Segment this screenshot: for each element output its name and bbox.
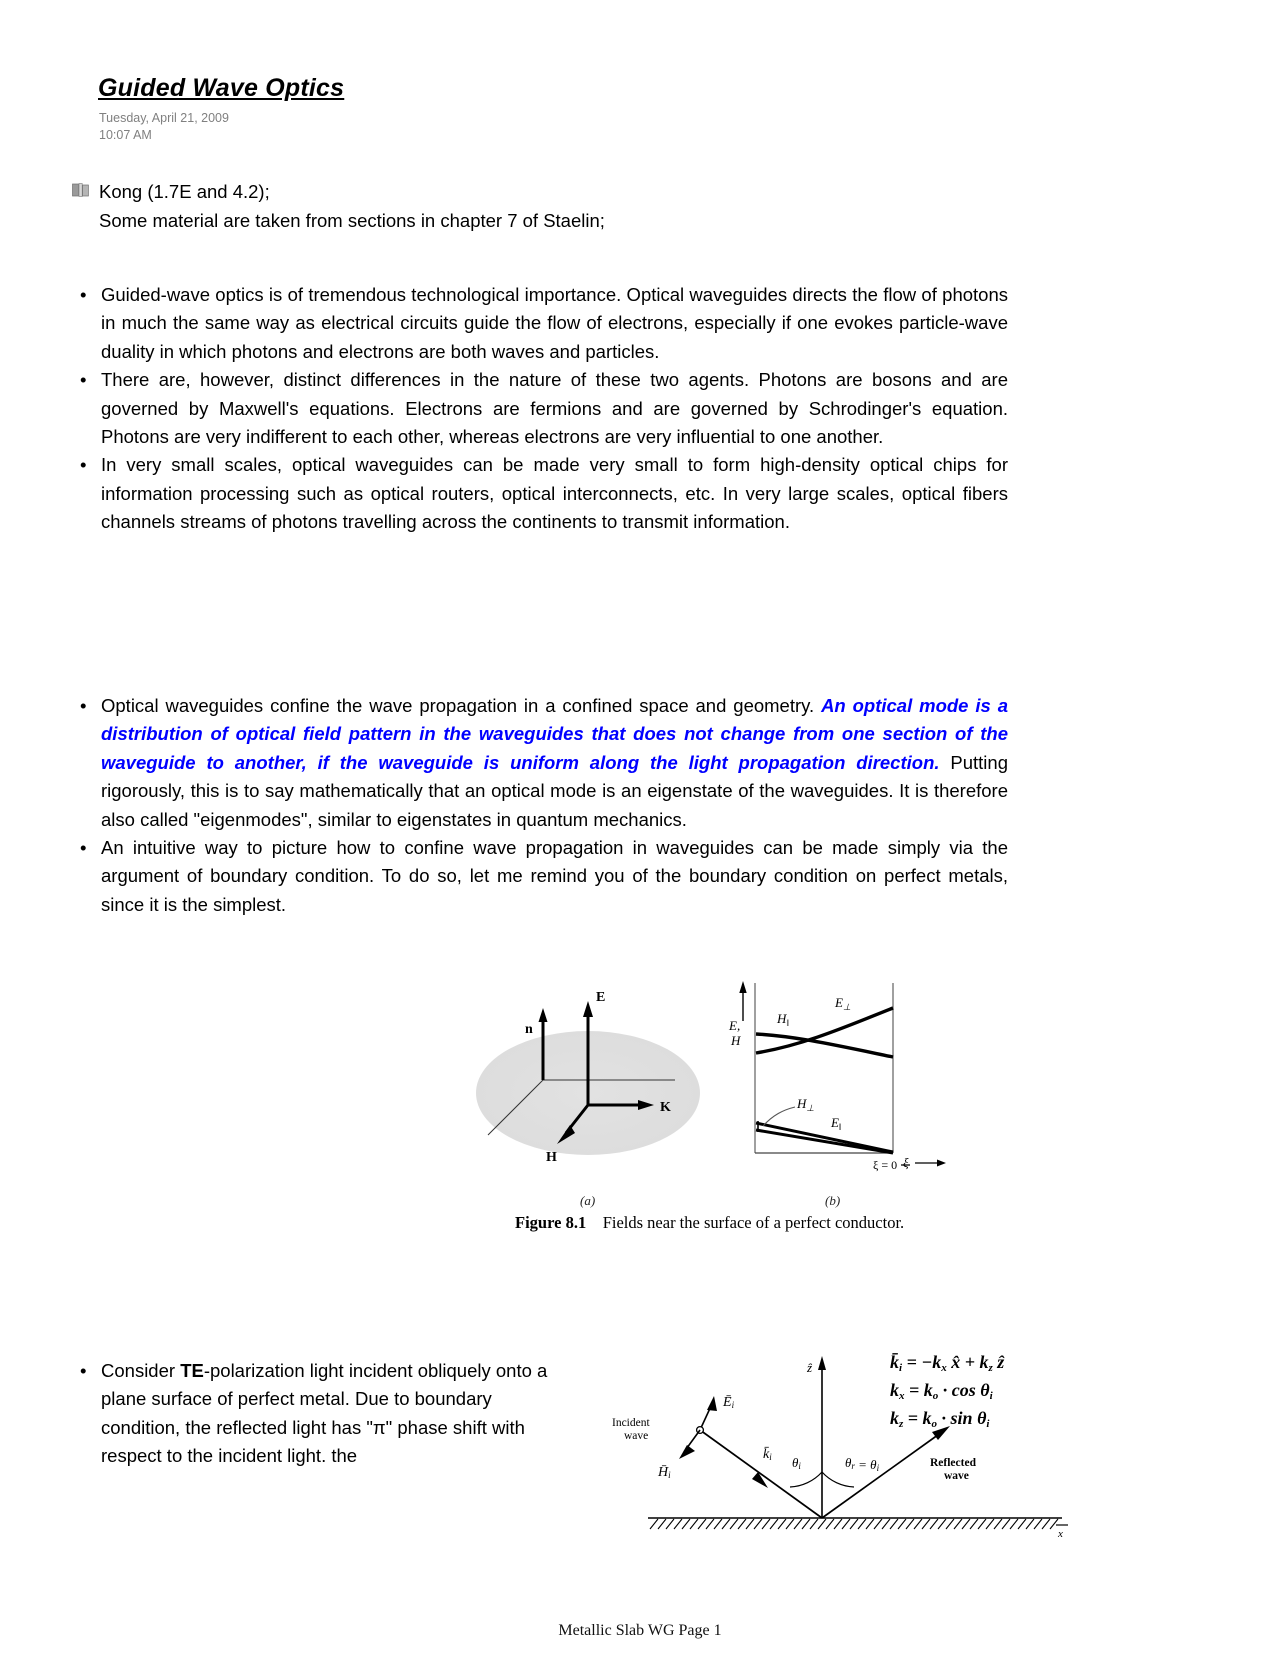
angle-arc-reflected	[822, 1472, 854, 1487]
handwritten-eq-1: k̄i = −kx x̂ + kz ẑ	[890, 1352, 1005, 1374]
list-item	[78, 281, 1008, 366]
label-E-perp: $E_\perp$	[835, 995, 851, 1012]
label-H-parallel: $H_‖$	[777, 1011, 789, 1028]
curve-H-parallel	[756, 1034, 893, 1057]
bullet-list-secondary	[78, 692, 1008, 919]
figure-oblique-incidence	[600, 1340, 1070, 1540]
y-axis-label-line2: H	[731, 1033, 741, 1048]
list-item-text-post: Putting rigorously, this is to say mathematically that an optical mode is an eigenstate of the waveguides. It is therefore also called "eigenmodes", similar to eigenstates in quantum mechanics.	[101, 751, 1008, 830]
figure-caption-label: Figure 8.1	[515, 1213, 587, 1232]
list-item-text: In very small scales, optical waveguides can be made very small to form high-density optical chips for information processing such as optical routers, optical interconnects, etc. In very large scales, optical fibers channels streams of photons travelling across the continents to transmit information.	[101, 454, 1008, 533]
list-item	[78, 834, 1008, 919]
book-icon	[72, 183, 89, 197]
y-axis-label-line1: E,	[729, 1018, 741, 1033]
list-item	[78, 692, 1008, 834]
figure-8-1	[470, 975, 970, 1295]
x-axis-label: ξ	[903, 1155, 909, 1170]
handwritten-eq-3: kz = ko · sin θi	[890, 1408, 990, 1430]
list-item-text: Guided-wave optics is of tremendous technological importance. Optical waveguides directs the flow of photons in much the same way as electrical circuits guide the flow of electrons, especially if one evokes particle-wave duality in which photons and electrons are both waves and particles.	[101, 284, 1008, 362]
bullet-list-primary	[78, 281, 1008, 537]
incident-E-arrow	[697, 1396, 717, 1433]
label-H: H	[546, 1150, 557, 1165]
z-axis	[818, 1356, 826, 1518]
bullet-marker: •	[80, 1360, 87, 1381]
figure-caption-text: Fields near the surface of a perfect conductor.	[602, 1213, 905, 1232]
label-reflected-wave-2: wave	[944, 1470, 969, 1482]
bullet-marker: •	[80, 837, 87, 859]
y-axis-arrow	[739, 981, 746, 1021]
label-theta-i: θi	[792, 1455, 801, 1471]
x-origin-label: ξ = 0	[873, 1158, 898, 1172]
page-time: 10:07 AM	[99, 128, 152, 142]
bullet-marker: •	[80, 284, 87, 305]
label-reflected-wave-1: Reflected	[930, 1457, 976, 1469]
label-n: n	[525, 1022, 533, 1037]
label-z-axis: ẑ	[807, 1360, 813, 1375]
angle-arc-incident	[790, 1472, 822, 1487]
label-incident-wave-2: wave	[624, 1430, 649, 1442]
label-H-perp: $H_\perp$	[797, 1096, 815, 1113]
curve-H-perp	[756, 1123, 893, 1152]
label-ki: k̄i	[763, 1447, 772, 1462]
label-Hi: H̄i	[658, 1465, 671, 1480]
list-item-text-post: -polarization light incident obliquely onto a plane surface of perfect metal. Due to boundary condition, the reflected light has "π" phase shift with respect to the incident light. the	[101, 1360, 548, 1467]
handwritten-equations	[890, 1352, 1005, 1430]
bullet-marker: •	[80, 369, 87, 391]
list-item-text: An intuitive way to picture how to confine wave propagation in waveguides can be made simply via the argument of boundary condition. To do so, let me remind you of the boundary condition on perfect metals, since it is the simplest.	[101, 837, 1008, 915]
x-axis-label-group	[903, 1154, 947, 1172]
list-item-text-bold: TE	[180, 1360, 204, 1381]
figure-8-1-panel-b	[725, 975, 910, 1180]
page-date: Tuesday, April 21, 2009	[99, 111, 229, 125]
figure-panel-a-label: (a)	[580, 1193, 596, 1208]
label-E-parallel: $E_‖$	[831, 1115, 842, 1132]
label-K: K	[660, 1100, 671, 1115]
figure-8-1-panel-a	[470, 975, 715, 1190]
figure-panel-b-label: (b)	[825, 1193, 841, 1208]
label-x-axis: x	[1058, 1528, 1063, 1540]
incident-H-arrow	[679, 1430, 700, 1459]
bullet-marker: •	[80, 695, 87, 716]
bullet-list-bottom	[78, 1357, 578, 1471]
figure-caption	[515, 1213, 975, 1233]
emphasis-text: An optical mode is a distribution of optical field pattern in the waveguides that does not change from one section of the waveguide to another, if the waveguide is uniform along the light propagation direction.	[101, 695, 1008, 773]
list-item	[78, 451, 1008, 536]
reflected-ray	[822, 1426, 950, 1518]
hatch-pattern	[650, 1519, 1058, 1529]
intro-block	[99, 177, 999, 235]
intro-line-1: Kong (1.7E and 4.2);	[99, 181, 270, 202]
incident-ray	[700, 1430, 822, 1518]
leader-line	[763, 1107, 795, 1126]
label-theta-r: θr = θi	[845, 1455, 880, 1473]
label-Ei: Ēi	[723, 1395, 735, 1410]
label-E: E	[596, 990, 606, 1005]
intro-line-2: Some material are taken from sections in chapter 7 of Staelin;	[99, 210, 605, 231]
list-item	[78, 1357, 571, 1471]
list-item-text: There are, however, distinct differences in the nature of these two agents. Photons are bosons and are governed by Maxwell's equations. Electrons are fermions and are governed by Schrodinger's equation. Photons are very indifferent to each other, whereas electrons are very influential to one another.	[101, 369, 1008, 448]
handwritten-eq-2: kx = ko · cos θi	[890, 1380, 993, 1402]
list-item	[78, 366, 1008, 451]
list-item-text-pre: Optical waveguides confine the wave propagation in a confined space and geometry.	[101, 695, 822, 716]
curve-E-parallel	[756, 1130, 893, 1153]
label-incident-wave-1: Incident	[612, 1417, 650, 1429]
page-title: Guided Wave Optics	[98, 74, 345, 102]
bullet-marker: •	[80, 454, 87, 476]
page-footer: Metallic Slab WG Page 1	[558, 1622, 722, 1639]
list-item-text-pre: Consider	[101, 1360, 181, 1381]
